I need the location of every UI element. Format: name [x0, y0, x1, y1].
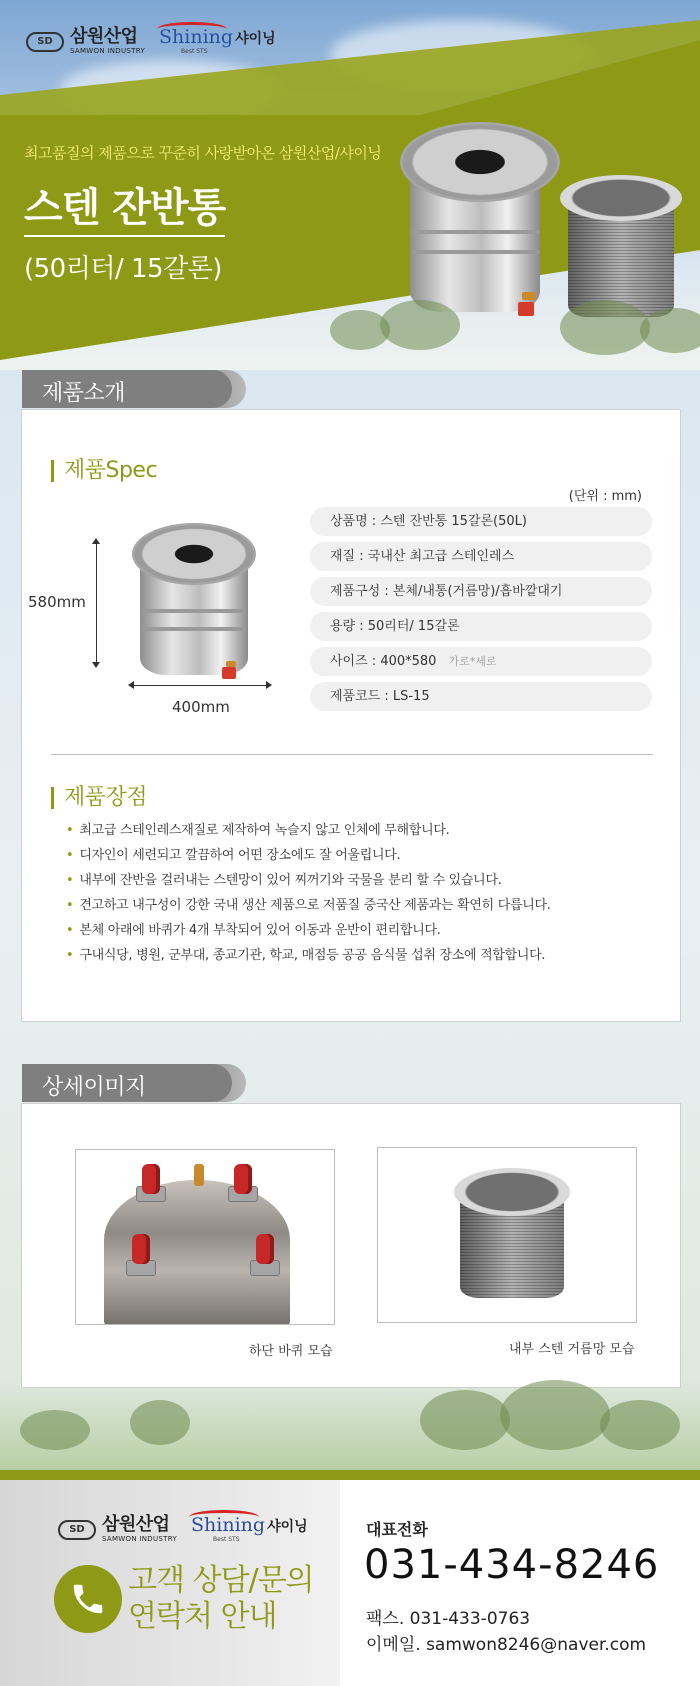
contact-footer — [0, 1480, 700, 1686]
shining-logo — [159, 28, 276, 55]
contact-heading-line1: 고객 상담/문의 — [128, 1563, 314, 1598]
width-dimension-arrow — [130, 685, 270, 686]
spec-list — [310, 507, 652, 717]
shining-logo-en: Shining — [191, 1514, 266, 1536]
shining-logo-en: Shining — [159, 26, 234, 48]
section-label-intro: 제품소개 — [42, 381, 126, 406]
email-address[interactable]: 이메일. samwon8246@naver.com — [366, 1635, 647, 1655]
spec-row-composition: 제품구성 : 본체/내통(거름망)/흡바깥대기 — [310, 577, 652, 606]
section-tab-detail — [22, 1064, 246, 1102]
basket-photo-caption: 내부 스텐 거름망 모습 — [509, 1342, 635, 1357]
tree-line — [0, 300, 700, 370]
wheel-photo-caption: 하단 바퀴 모습 — [249, 1344, 333, 1359]
basket-photo — [377, 1147, 637, 1323]
rep-phone-label: 대표전화 — [366, 1520, 428, 1539]
advantage-list — [66, 818, 551, 968]
hero-subtitle: 최고품질의 제품으로 꾸준히 사랑받아온 삼원산업/샤이닝 — [24, 144, 382, 162]
height-dimension-arrow — [96, 540, 97, 666]
shining-logo-tag: Best STS — [213, 1536, 240, 1543]
advantage-item: • 본체 아래에 바퀴가 4개 부착되어 있어 이동과 운반이 편리합니다. — [66, 918, 551, 943]
advantage-item: • 최고급 스테인레스재질로 제작하여 녹슬지 않고 인체에 무해합니다. — [66, 818, 551, 843]
contact-heading — [128, 1563, 314, 1635]
shining-arc-icon — [157, 22, 227, 36]
company-name-en: SAMWON INDUSTRY — [70, 47, 146, 55]
height-dimension-label: 580mm — [28, 593, 86, 611]
company-name-en: SAMWON INDUSTRY — [102, 1535, 178, 1543]
intro-panel — [21, 409, 681, 1022]
fax-number: 팩스. 031-433-0763 — [366, 1609, 531, 1629]
shining-logo-tag: Best STS — [181, 48, 208, 55]
spec-row-capacity: 용량 : 50리터/ 15갈론 — [310, 612, 652, 641]
advantage-item: • 견고하고 내구성이 강한 국내 생산 제품으로 저품질 중국산 제품과는 확연히 다릅니다. — [66, 893, 551, 918]
shining-logo — [191, 1516, 308, 1543]
shining-logo-ko: 샤이닝 — [235, 31, 276, 47]
hero-capacity: (50리터/ 15갈론) — [24, 254, 222, 284]
advantage-item: • 구내식당, 병원, 군부대, 종교기관, 학교, 매점등 공공 음식물 섭취 장소에 적합합니다. — [66, 943, 551, 968]
wheel-photo — [75, 1149, 335, 1325]
hero-product-basket-image — [560, 175, 682, 320]
section-divider — [51, 754, 653, 755]
logo-mark-icon: SD — [58, 1520, 96, 1540]
advantage-item: • 내부에 잔반을 걸러내는 스텐망이 있어 찌꺼기와 국물을 분리 할 수 있습니다. — [66, 868, 551, 893]
phone-icon — [54, 1565, 122, 1633]
detail-panel — [21, 1103, 681, 1388]
spec-row-name: 상품명 : 스텐 잔반통 15갈론(50L) — [310, 507, 652, 536]
company-name-ko: 삼원산업 — [70, 26, 138, 47]
footer-accent-bar — [0, 1470, 700, 1480]
logo-mark-icon: SD — [26, 32, 64, 52]
rep-phone-number[interactable]: 031-434-8246 — [364, 1542, 660, 1588]
hero-product-pot-image — [400, 122, 560, 322]
spec-row-code: 제품코드 : LS-15 — [310, 682, 652, 711]
company-name-ko: 삼원산업 — [102, 1514, 170, 1535]
unit-label: (단위 : mm) — [568, 489, 642, 504]
spec-heading: 제품Spec — [51, 460, 157, 482]
advantage-item: • 디자인이 세련되고 깔끔하여 어떤 장소에도 잘 어울립니다. — [66, 843, 551, 868]
width-dimension-label: 400mm — [172, 698, 230, 716]
shining-arc-icon — [189, 1510, 259, 1524]
hero-banner — [0, 0, 700, 370]
company-logo — [26, 28, 276, 55]
hero-title: 스텐 잔반통 — [24, 176, 225, 237]
section-label-detail: 상세이미지 — [42, 1075, 146, 1100]
section-tab-intro — [22, 370, 246, 408]
contact-heading-line2: 연락처 안내 — [128, 1599, 277, 1634]
spec-row-size: 사이즈 : 400*580 가로*세로 — [310, 647, 652, 676]
spec-product-image — [132, 523, 256, 683]
footer-scenery — [0, 1380, 700, 1470]
shining-logo-ko: 샤이닝 — [267, 1519, 308, 1535]
advantage-heading: 제품장점 — [51, 787, 147, 809]
spec-size-hint: 가로*세로 — [448, 655, 497, 668]
footer-company-logo — [58, 1516, 308, 1543]
spec-row-material: 재질 : 국내산 최고급 스테인레스 — [310, 542, 652, 571]
